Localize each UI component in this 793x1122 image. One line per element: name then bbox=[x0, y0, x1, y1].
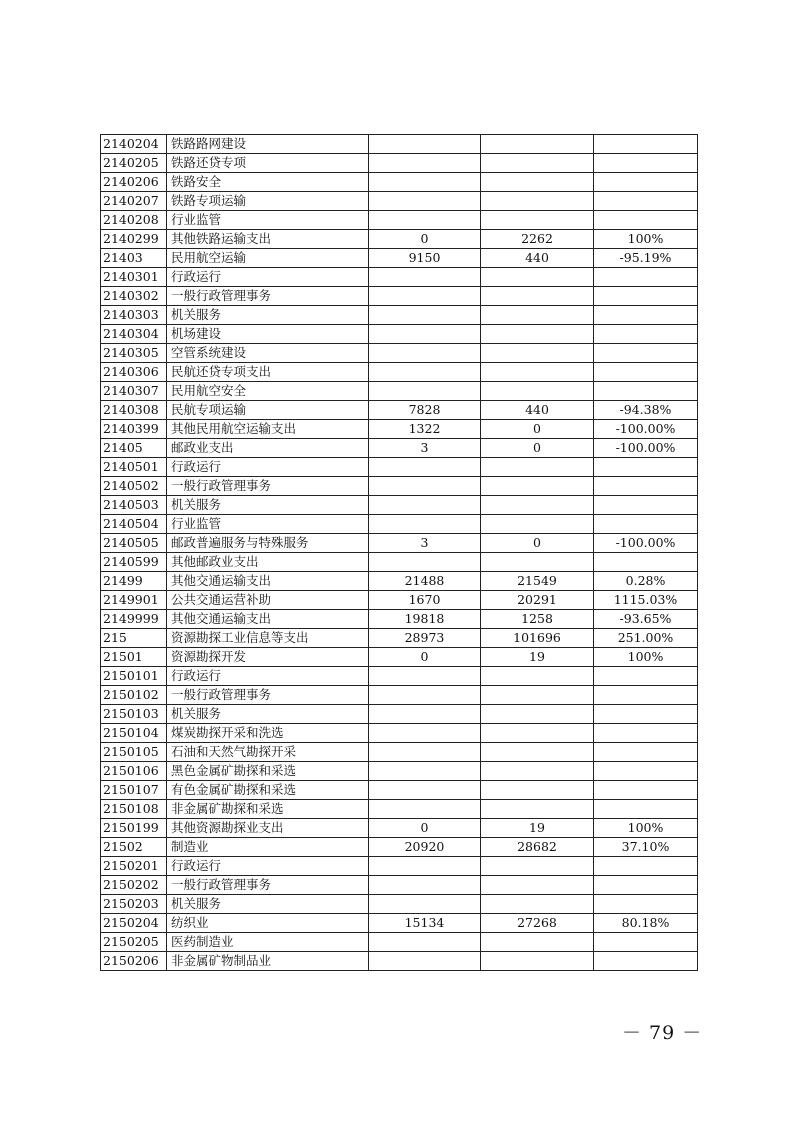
cell-change-percent: 100% bbox=[594, 819, 698, 838]
table-row bbox=[101, 306, 698, 325]
cell-change-percent: -94.38% bbox=[594, 401, 698, 420]
cell-value-1 bbox=[369, 762, 481, 781]
cell-value-2: 2262 bbox=[481, 230, 594, 249]
cell-item-name: 公共交通运营补助 bbox=[167, 591, 369, 610]
cell-value-1 bbox=[369, 268, 481, 287]
cell-value-2 bbox=[481, 325, 594, 344]
cell-code: 2140599 bbox=[101, 553, 167, 572]
cell-change-percent: 251.00% bbox=[594, 629, 698, 648]
table-row bbox=[101, 610, 698, 629]
cell-item-name: 民用航空运输 bbox=[167, 249, 369, 268]
cell-change-percent bbox=[594, 306, 698, 325]
cell-code: 21405 bbox=[101, 439, 167, 458]
cell-change-percent bbox=[594, 458, 698, 477]
cell-item-name: 空管系统建设 bbox=[167, 344, 369, 363]
cell-item-name: 黑色金属矿勘探和采选 bbox=[167, 762, 369, 781]
table-row bbox=[101, 135, 698, 154]
cell-change-percent: 80.18% bbox=[594, 914, 698, 933]
cell-change-percent bbox=[594, 800, 698, 819]
cell-value-1 bbox=[369, 515, 481, 534]
cell-change-percent: -95.19% bbox=[594, 249, 698, 268]
cell-item-name: 铁路专项运输 bbox=[167, 192, 369, 211]
cell-value-2 bbox=[481, 458, 594, 477]
cell-code: 2140301 bbox=[101, 268, 167, 287]
cell-change-percent: 0.28% bbox=[594, 572, 698, 591]
cell-change-percent bbox=[594, 876, 698, 895]
cell-item-name: 资源勘探开发 bbox=[167, 648, 369, 667]
cell-item-name: 铁路还贷专项 bbox=[167, 154, 369, 173]
cell-change-percent bbox=[594, 553, 698, 572]
table-row bbox=[101, 477, 698, 496]
cell-code: 2140505 bbox=[101, 534, 167, 553]
cell-value-1 bbox=[369, 344, 481, 363]
cell-value-2 bbox=[481, 211, 594, 230]
cell-value-1 bbox=[369, 553, 481, 572]
cell-item-name: 一般行政管理事务 bbox=[167, 876, 369, 895]
cell-item-name: 煤炭勘探开采和洗选 bbox=[167, 724, 369, 743]
cell-change-percent bbox=[594, 515, 698, 534]
cell-code: 2140399 bbox=[101, 420, 167, 439]
cell-value-2: 440 bbox=[481, 249, 594, 268]
table-row bbox=[101, 363, 698, 382]
cell-code: 2140207 bbox=[101, 192, 167, 211]
cell-change-percent bbox=[594, 344, 698, 363]
table-row bbox=[101, 534, 698, 553]
table-row bbox=[101, 629, 698, 648]
cell-value-2 bbox=[481, 344, 594, 363]
table-row bbox=[101, 230, 698, 249]
table-row bbox=[101, 515, 698, 534]
cell-value-2 bbox=[481, 173, 594, 192]
cell-change-percent bbox=[594, 192, 698, 211]
table-row bbox=[101, 287, 698, 306]
cell-value-1 bbox=[369, 477, 481, 496]
cell-code: 2140304 bbox=[101, 325, 167, 344]
cell-code: 2140502 bbox=[101, 477, 167, 496]
cell-value-1 bbox=[369, 325, 481, 344]
cell-change-percent bbox=[594, 382, 698, 401]
cell-value-1 bbox=[369, 192, 481, 211]
cell-value-2 bbox=[481, 876, 594, 895]
cell-change-percent bbox=[594, 952, 698, 971]
cell-value-2: 0 bbox=[481, 439, 594, 458]
cell-value-1: 1670 bbox=[369, 591, 481, 610]
cell-value-1 bbox=[369, 287, 481, 306]
cell-value-2 bbox=[481, 724, 594, 743]
cell-code: 2140308 bbox=[101, 401, 167, 420]
table-body bbox=[101, 135, 698, 971]
cell-code: 2150206 bbox=[101, 952, 167, 971]
cell-item-name: 石油和天然气勘探开采 bbox=[167, 743, 369, 762]
cell-code: 2140302 bbox=[101, 287, 167, 306]
table-row bbox=[101, 344, 698, 363]
cell-change-percent bbox=[594, 477, 698, 496]
table-row bbox=[101, 762, 698, 781]
cell-value-1 bbox=[369, 667, 481, 686]
cell-code: 2150108 bbox=[101, 800, 167, 819]
cell-code: 2150107 bbox=[101, 781, 167, 800]
cell-value-1: 7828 bbox=[369, 401, 481, 420]
cell-value-1 bbox=[369, 800, 481, 819]
cell-value-2: 20291 bbox=[481, 591, 594, 610]
cell-code: 2150201 bbox=[101, 857, 167, 876]
table-row bbox=[101, 800, 698, 819]
cell-value-1 bbox=[369, 705, 481, 724]
cell-code: 21502 bbox=[101, 838, 167, 857]
cell-code: 2150103 bbox=[101, 705, 167, 724]
cell-value-2 bbox=[481, 515, 594, 534]
cell-change-percent bbox=[594, 705, 698, 724]
cell-item-name: 其他交通运输支出 bbox=[167, 572, 369, 591]
cell-value-1 bbox=[369, 743, 481, 762]
table-row bbox=[101, 268, 698, 287]
table-row bbox=[101, 401, 698, 420]
table-row bbox=[101, 857, 698, 876]
cell-value-2 bbox=[481, 192, 594, 211]
cell-value-2 bbox=[481, 287, 594, 306]
cell-value-2: 440 bbox=[481, 401, 594, 420]
cell-change-percent bbox=[594, 857, 698, 876]
cell-item-name: 民航专项运输 bbox=[167, 401, 369, 420]
cell-value-1 bbox=[369, 135, 481, 154]
cell-change-percent: 37.10% bbox=[594, 838, 698, 857]
cell-value-2 bbox=[481, 477, 594, 496]
cell-code: 2150105 bbox=[101, 743, 167, 762]
cell-value-2 bbox=[481, 800, 594, 819]
cell-value-1: 0 bbox=[369, 648, 481, 667]
cell-code: 2140504 bbox=[101, 515, 167, 534]
cell-value-2 bbox=[481, 306, 594, 325]
cell-item-name: 资源勘探工业信息等支出 bbox=[167, 629, 369, 648]
cell-change-percent: -100.00% bbox=[594, 534, 698, 553]
cell-value-2 bbox=[481, 743, 594, 762]
cell-item-name: 铁路安全 bbox=[167, 173, 369, 192]
table-row bbox=[101, 572, 698, 591]
cell-value-1 bbox=[369, 211, 481, 230]
cell-value-1 bbox=[369, 306, 481, 325]
cell-code: 2140305 bbox=[101, 344, 167, 363]
cell-item-name: 邮政业支出 bbox=[167, 439, 369, 458]
cell-change-percent bbox=[594, 287, 698, 306]
cell-change-percent bbox=[594, 667, 698, 686]
table-row bbox=[101, 211, 698, 230]
cell-item-name: 纺织业 bbox=[167, 914, 369, 933]
cell-change-percent bbox=[594, 154, 698, 173]
table-row bbox=[101, 382, 698, 401]
cell-item-name: 机关服务 bbox=[167, 496, 369, 515]
cell-code: 2140205 bbox=[101, 154, 167, 173]
cell-change-percent bbox=[594, 325, 698, 344]
cell-value-1: 3 bbox=[369, 534, 481, 553]
cell-change-percent bbox=[594, 781, 698, 800]
budget-table bbox=[100, 134, 698, 971]
cell-change-percent: 100% bbox=[594, 230, 698, 249]
cell-change-percent: 100% bbox=[594, 648, 698, 667]
cell-item-name: 制造业 bbox=[167, 838, 369, 857]
cell-code: 21501 bbox=[101, 648, 167, 667]
cell-code: 21499 bbox=[101, 572, 167, 591]
cell-item-name: 机场建设 bbox=[167, 325, 369, 344]
table-row bbox=[101, 743, 698, 762]
cell-change-percent bbox=[594, 496, 698, 515]
cell-value-1 bbox=[369, 781, 481, 800]
cell-code: 2150202 bbox=[101, 876, 167, 895]
cell-item-name: 邮政普遍服务与特殊服务 bbox=[167, 534, 369, 553]
cell-value-2 bbox=[481, 762, 594, 781]
table-row bbox=[101, 420, 698, 439]
cell-value-2 bbox=[481, 705, 594, 724]
cell-item-name: 一般行政管理事务 bbox=[167, 477, 369, 496]
cell-value-2 bbox=[481, 952, 594, 971]
cell-value-2 bbox=[481, 154, 594, 173]
table-row bbox=[101, 154, 698, 173]
cell-code: 2149999 bbox=[101, 610, 167, 629]
table-row bbox=[101, 192, 698, 211]
cell-value-2: 1258 bbox=[481, 610, 594, 629]
cell-item-name: 其他邮政业支出 bbox=[167, 553, 369, 572]
cell-item-name: 行政运行 bbox=[167, 268, 369, 287]
cell-value-1: 9150 bbox=[369, 249, 481, 268]
cell-code: 215 bbox=[101, 629, 167, 648]
cell-value-2: 101696 bbox=[481, 629, 594, 648]
cell-value-2 bbox=[481, 496, 594, 515]
cell-item-name: 非金属矿勘探和采选 bbox=[167, 800, 369, 819]
cell-item-name: 行业监管 bbox=[167, 515, 369, 534]
cell-code: 2150102 bbox=[101, 686, 167, 705]
cell-value-2 bbox=[481, 933, 594, 952]
cell-value-1 bbox=[369, 895, 481, 914]
table-row bbox=[101, 458, 698, 477]
cell-value-2: 0 bbox=[481, 534, 594, 553]
cell-code: 2140299 bbox=[101, 230, 167, 249]
table-row bbox=[101, 686, 698, 705]
cell-change-percent bbox=[594, 173, 698, 192]
table-row bbox=[101, 876, 698, 895]
cell-value-1: 0 bbox=[369, 819, 481, 838]
cell-change-percent: -93.65% bbox=[594, 610, 698, 629]
cell-value-2 bbox=[481, 667, 594, 686]
cell-value-1 bbox=[369, 952, 481, 971]
cell-change-percent bbox=[594, 933, 698, 952]
cell-code: 2140306 bbox=[101, 363, 167, 382]
table-row bbox=[101, 952, 698, 971]
cell-value-2: 28682 bbox=[481, 838, 594, 857]
cell-value-2: 19 bbox=[481, 648, 594, 667]
cell-value-1: 3 bbox=[369, 439, 481, 458]
cell-code: 2140307 bbox=[101, 382, 167, 401]
cell-code: 2150106 bbox=[101, 762, 167, 781]
cell-value-1: 20920 bbox=[369, 838, 481, 857]
cell-change-percent bbox=[594, 135, 698, 154]
table-row bbox=[101, 895, 698, 914]
cell-value-2 bbox=[481, 268, 594, 287]
cell-value-1: 19818 bbox=[369, 610, 481, 629]
table-row bbox=[101, 325, 698, 344]
cell-code: 21403 bbox=[101, 249, 167, 268]
cell-item-name: 其他交通运输支出 bbox=[167, 610, 369, 629]
table-row bbox=[101, 496, 698, 515]
table-row bbox=[101, 648, 698, 667]
cell-code: 2149901 bbox=[101, 591, 167, 610]
cell-code: 2150203 bbox=[101, 895, 167, 914]
table-row bbox=[101, 173, 698, 192]
cell-code: 2140204 bbox=[101, 135, 167, 154]
cell-value-2 bbox=[481, 781, 594, 800]
cell-item-name: 行政运行 bbox=[167, 458, 369, 477]
cell-code: 2140503 bbox=[101, 496, 167, 515]
cell-item-name: 医药制造业 bbox=[167, 933, 369, 952]
table-row bbox=[101, 249, 698, 268]
cell-value-1 bbox=[369, 724, 481, 743]
page-number: － 79 － bbox=[622, 1022, 703, 1044]
cell-value-1 bbox=[369, 876, 481, 895]
table-row bbox=[101, 667, 698, 686]
cell-value-1 bbox=[369, 686, 481, 705]
cell-change-percent bbox=[594, 268, 698, 287]
cell-change-percent: -100.00% bbox=[594, 420, 698, 439]
cell-value-1 bbox=[369, 363, 481, 382]
cell-code: 2140501 bbox=[101, 458, 167, 477]
cell-change-percent bbox=[594, 895, 698, 914]
cell-value-2: 0 bbox=[481, 420, 594, 439]
cell-value-1 bbox=[369, 933, 481, 952]
cell-value-2 bbox=[481, 686, 594, 705]
table-row bbox=[101, 724, 698, 743]
cell-code: 2150204 bbox=[101, 914, 167, 933]
table-row bbox=[101, 591, 698, 610]
cell-item-name: 民航还贷专项支出 bbox=[167, 363, 369, 382]
cell-item-name: 非金属矿物制品业 bbox=[167, 952, 369, 971]
cell-code: 2150104 bbox=[101, 724, 167, 743]
cell-code: 2150205 bbox=[101, 933, 167, 952]
cell-value-1 bbox=[369, 173, 481, 192]
cell-value-2 bbox=[481, 895, 594, 914]
cell-item-name: 民用航空安全 bbox=[167, 382, 369, 401]
cell-value-1: 1322 bbox=[369, 420, 481, 439]
cell-code: 2140208 bbox=[101, 211, 167, 230]
cell-value-2: 19 bbox=[481, 819, 594, 838]
cell-value-1 bbox=[369, 496, 481, 515]
cell-change-percent bbox=[594, 686, 698, 705]
cell-value-1: 28973 bbox=[369, 629, 481, 648]
table-row bbox=[101, 914, 698, 933]
cell-value-2 bbox=[481, 857, 594, 876]
cell-value-2 bbox=[481, 135, 594, 154]
cell-value-2 bbox=[481, 553, 594, 572]
cell-change-percent bbox=[594, 211, 698, 230]
cell-code: 2140303 bbox=[101, 306, 167, 325]
cell-item-name: 其他民用航空运输支出 bbox=[167, 420, 369, 439]
cell-item-name: 机关服务 bbox=[167, 895, 369, 914]
table-row bbox=[101, 933, 698, 952]
cell-item-name: 一般行政管理事务 bbox=[167, 686, 369, 705]
cell-code: 2150199 bbox=[101, 819, 167, 838]
cell-item-name: 行政运行 bbox=[167, 857, 369, 876]
cell-value-1 bbox=[369, 382, 481, 401]
cell-code: 2150101 bbox=[101, 667, 167, 686]
table-row bbox=[101, 553, 698, 572]
cell-item-name: 铁路路网建设 bbox=[167, 135, 369, 154]
cell-change-percent bbox=[594, 762, 698, 781]
cell-item-name: 行政运行 bbox=[167, 667, 369, 686]
cell-item-name: 有色金属矿勘探和采选 bbox=[167, 781, 369, 800]
cell-change-percent bbox=[594, 363, 698, 382]
table-row bbox=[101, 781, 698, 800]
cell-value-2 bbox=[481, 382, 594, 401]
cell-item-name: 其他资源勘探业支出 bbox=[167, 819, 369, 838]
table-row bbox=[101, 819, 698, 838]
cell-item-name: 其他铁路运输支出 bbox=[167, 230, 369, 249]
cell-value-2: 21549 bbox=[481, 572, 594, 591]
table-row bbox=[101, 705, 698, 724]
cell-change-percent: -100.00% bbox=[594, 439, 698, 458]
cell-value-1 bbox=[369, 154, 481, 173]
cell-code: 2140206 bbox=[101, 173, 167, 192]
cell-value-2: 27268 bbox=[481, 914, 594, 933]
cell-item-name: 行业监管 bbox=[167, 211, 369, 230]
cell-value-2 bbox=[481, 363, 594, 382]
cell-value-1 bbox=[369, 857, 481, 876]
cell-change-percent bbox=[594, 724, 698, 743]
table-row bbox=[101, 439, 698, 458]
cell-value-1 bbox=[369, 458, 481, 477]
cell-value-1: 0 bbox=[369, 230, 481, 249]
cell-change-percent bbox=[594, 743, 698, 762]
cell-value-1: 15134 bbox=[369, 914, 481, 933]
cell-value-1: 21488 bbox=[369, 572, 481, 591]
cell-item-name: 机关服务 bbox=[167, 306, 369, 325]
table-row bbox=[101, 838, 698, 857]
cell-item-name: 机关服务 bbox=[167, 705, 369, 724]
cell-change-percent: 1115.03% bbox=[594, 591, 698, 610]
cell-item-name: 一般行政管理事务 bbox=[167, 287, 369, 306]
